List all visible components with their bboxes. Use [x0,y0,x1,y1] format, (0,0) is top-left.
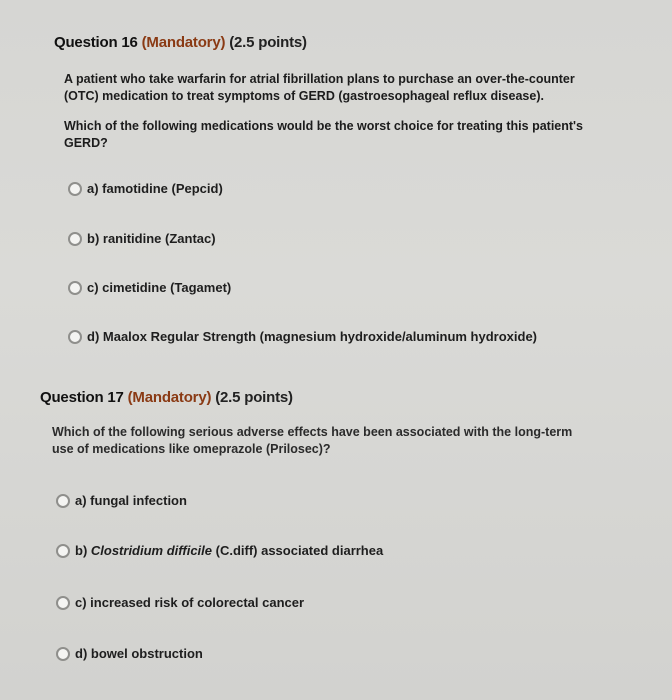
points-label: (2.5 points) [215,389,293,406]
question-16-prompt-line1: Which of the following medications would be the worst choice for treating this patient's [64,119,583,133]
radio-button[interactable] [68,281,82,295]
organism-name: Clostridium difficile [90,543,212,558]
radio-button[interactable] [68,232,82,246]
points-label: (2.5 points) [229,34,307,51]
option-suffix: (C.diff) associated diarrhea [212,543,384,558]
mandatory-tag: (Mandatory) [127,389,212,406]
question-16-header [54,34,307,51]
q16-option-a[interactable] [68,181,223,196]
option-label: c) cimetidine (Tagamet) [87,280,232,295]
q17-option-d[interactable] [56,646,203,661]
radio-button[interactable] [56,494,70,508]
question-17-stem-line2: use of medications like omeprazole (Prilosec)? [52,442,331,456]
q16-option-c[interactable] [68,280,231,295]
option-label [75,543,383,558]
option-label: a) fungal infection [75,493,187,508]
radio-button[interactable] [56,647,70,661]
radio-button[interactable] [56,544,70,558]
question-16-stem-line2: (OTC) medication to treat symptoms of GERD (gastroesophageal reflux disease). [64,89,544,103]
option-label: b) ranitidine (Zantac) [87,231,216,246]
radio-button[interactable] [56,596,70,610]
option-label: c) increased risk of colorectal cancer [75,595,305,610]
q16-option-d[interactable] [68,329,537,344]
q16-option-b[interactable] [68,231,216,246]
q17-option-a[interactable] [56,493,187,508]
question-17-header [40,389,293,406]
question-number: Question 17 [40,389,124,406]
q17-option-b[interactable] [56,543,383,558]
radio-button[interactable] [68,182,82,196]
question-16-prompt-line2: GERD? [64,136,108,150]
option-prefix: b) [75,543,91,558]
question-16-stem-line1: A patient who take warfarin for atrial fibrillation plans to purchase an over-the-counter [64,72,575,86]
mandatory-tag: (Mandatory) [141,34,226,51]
option-label: a) famotidine (Pepcid) [87,181,223,196]
question-17-stem-line1: Which of the following serious adverse effects have been associated with the long-term [52,425,573,439]
radio-button[interactable] [68,330,82,344]
q17-option-c[interactable] [56,595,304,610]
option-label: d) Maalox Regular Strength (magnesium hydroxide/aluminum hydroxide) [87,329,538,344]
question-number: Question 16 [54,34,138,51]
option-label: d) bowel obstruction [75,646,203,661]
